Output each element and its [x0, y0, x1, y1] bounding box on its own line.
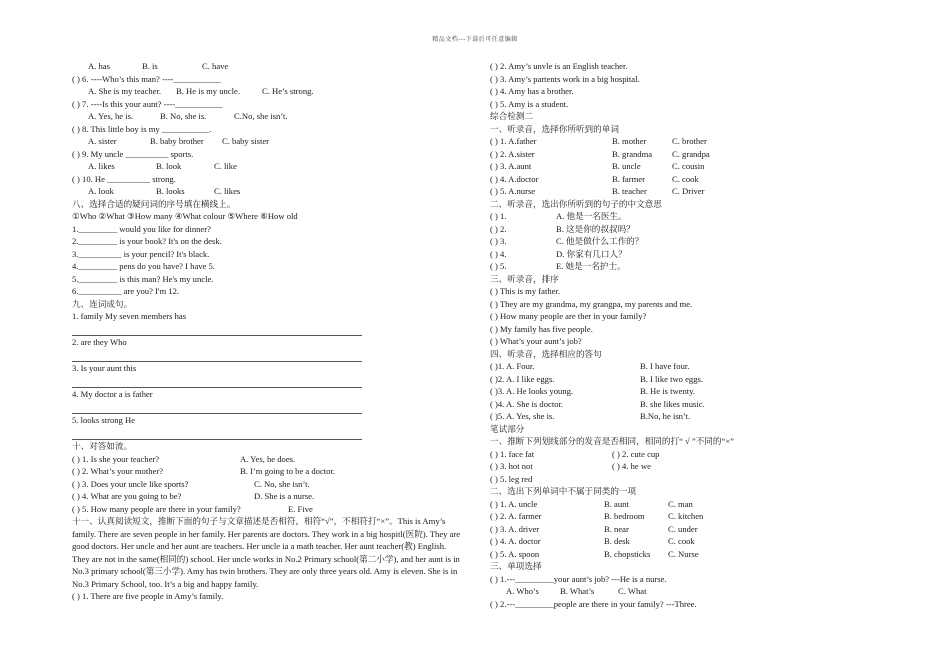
- option: C. 他是做什么工作的？: [556, 236, 644, 246]
- match-answer: E. Five: [288, 503, 313, 514]
- written-1-item: [490, 460, 890, 473]
- q9-options: [72, 160, 462, 173]
- written-2-item: [490, 523, 890, 536]
- match-row: [72, 490, 462, 503]
- option: B. grandma: [612, 148, 653, 159]
- q5-options: [72, 60, 462, 73]
- written-1-title: 一、推断下列划线部分的发音是否相同，相同的打“ √ ”不同的“×”: [490, 436, 734, 446]
- written-3-title: 三、单项选择: [490, 561, 542, 571]
- test-2-title: 综合检测二: [490, 111, 533, 121]
- item-stem: ( ) 4. he we: [612, 461, 651, 471]
- option: A. Who’s: [506, 586, 539, 596]
- section-9-item: 2. are they Who: [72, 337, 127, 347]
- listening-3-item: ( ) My family has five people.: [490, 323, 593, 334]
- option: B. He is my uncle.: [176, 86, 240, 96]
- answer-line[interactable]: [72, 349, 362, 363]
- listening-1-item: [490, 185, 890, 198]
- section-9-item: 3. Is your aunt this: [72, 363, 137, 373]
- option: C. under: [668, 523, 698, 534]
- written-3-question-2: ( ) 2.---_________people are there in your family? ---Three.: [490, 598, 697, 609]
- listening-1-item: [490, 135, 890, 148]
- listening-2-item: [490, 223, 890, 236]
- section-8-item: 3.__________ is your pencil? It's black.: [72, 248, 210, 259]
- item-stem: ( ) 5. A. spoon: [490, 548, 540, 559]
- match-row: [72, 453, 462, 466]
- reading-question: ( ) 4. Amy has a brother.: [490, 86, 574, 96]
- reading-question: ( ) 3. Amy’s partents work in a big hospital.: [490, 73, 640, 84]
- written-3-question-1: ( ) 1.---_________your aunt’s job? ---He is a nurse.: [490, 573, 667, 584]
- option: B. No, she is.: [160, 111, 207, 121]
- option: B. desk: [604, 536, 630, 546]
- item-stem: ( ) 3.: [490, 236, 507, 246]
- listening-3-item: ( ) This is my father.: [490, 286, 561, 296]
- match-row: [72, 478, 462, 491]
- q6-options: [72, 85, 462, 98]
- option: A. sister: [88, 136, 117, 146]
- question-8: ( ) 8. This little boy is my ___________.: [72, 123, 212, 134]
- option: C. cook: [672, 173, 699, 184]
- listening-4-item: [490, 373, 890, 386]
- option: B. is: [142, 61, 158, 71]
- written-2-item: [490, 510, 890, 523]
- listening-1-title: 一、听录音，选择你所听到的单词: [490, 123, 619, 134]
- listening-1-item: [490, 173, 890, 186]
- option: B. What’s: [560, 586, 595, 596]
- section-8-item: 5._________ is this man? He's my uncle.: [72, 273, 214, 284]
- written-3-q1-options: [490, 585, 890, 598]
- option: E. 她是一名护士。: [556, 261, 626, 271]
- item-stem: ( )3. A. He looks young.: [490, 386, 574, 396]
- option: B. mother: [612, 136, 647, 146]
- option: B. baby brother: [150, 136, 204, 146]
- question-9: ( ) 9. My uncle __________ sports.: [72, 148, 194, 159]
- question-10: ( ) 10. He __________ strong.: [72, 173, 176, 184]
- item-stem: ( ) 4. A.doctor: [490, 173, 539, 184]
- item-stem: ( ) 2.: [490, 223, 507, 234]
- reading-question: ( ) 2. Amy’s unvle is an English teacher.: [490, 61, 628, 71]
- listening-1-item: [490, 160, 890, 173]
- option: A. look: [88, 186, 114, 196]
- option: B. He is twenty.: [640, 386, 696, 396]
- listening-4-item: [490, 385, 890, 398]
- listening-1-item: [490, 148, 890, 161]
- left-column: [72, 60, 462, 603]
- item-stem: ( ) 3. A.aunt: [490, 161, 532, 171]
- match-answer: B. I’m going to be a doctor.: [240, 466, 335, 476]
- written-1-item: [490, 448, 890, 461]
- written-2-item: [490, 535, 890, 548]
- option: B. near: [604, 523, 629, 534]
- option: C. cousin: [672, 161, 705, 171]
- listening-4-item: [490, 360, 890, 373]
- section-9-item: 4. My doctor a is father: [72, 389, 153, 399]
- listening-3-item: ( ) They are my grandma, my grangpa, my parents and me.: [490, 298, 693, 309]
- option: B. 这是你的叔叔吗？: [556, 223, 635, 234]
- match-answer: D. She is a nurse.: [254, 491, 315, 501]
- match-row: [72, 465, 462, 478]
- option: A. She is my teacher.: [88, 86, 162, 96]
- right-column: [490, 60, 890, 610]
- section-8-item: 6.__________ are you? I'm 12.: [72, 286, 180, 296]
- option: C. What: [618, 586, 647, 596]
- item-stem: ( )2. A. I like eggs.: [490, 373, 555, 384]
- option: C. like: [214, 161, 237, 171]
- section-9-item: 1. family My seven members has: [72, 311, 187, 321]
- listening-2-item: [490, 235, 890, 248]
- option: B. farmer: [612, 173, 645, 184]
- option: B. chopsticks: [604, 548, 651, 559]
- section-8-title: 八、选择合适的疑问词的序号填在横线上。: [72, 198, 236, 209]
- item-stem: ( ) 5.: [490, 261, 507, 271]
- q8-options: [72, 135, 462, 148]
- match-question: ( ) 5. How many people are there in your family?: [72, 503, 241, 514]
- option: A. likes: [88, 161, 115, 171]
- option: B. bedroom: [604, 511, 645, 521]
- listening-4-item: [490, 410, 890, 423]
- listening-4-title: 四、听录音，选择相应的答句: [490, 348, 602, 359]
- written-2-title: 二、选出下列单词中不属于同类的一项: [490, 486, 637, 496]
- listening-3-title: 三、听录音，排序: [490, 273, 559, 284]
- option: C. Driver: [672, 186, 705, 196]
- option: B. aunt: [604, 498, 629, 509]
- answer-line[interactable]: [72, 427, 362, 441]
- option: C.No, she isn’t.: [234, 111, 288, 121]
- item-stem: ( ) 1. face fat: [490, 448, 535, 459]
- option: C. man: [668, 498, 693, 509]
- option: B. looks: [156, 186, 185, 196]
- written-2-item: [490, 548, 890, 561]
- item-stem: ( ) 4.: [490, 248, 507, 259]
- item-stem: ( ) 1. A. uncle: [490, 498, 538, 509]
- item-stem: ( ) 3. hot not: [490, 461, 533, 471]
- written-2-item: [490, 498, 890, 511]
- answer-line[interactable]: [72, 375, 362, 389]
- section-8-item: 2._________ is your book? It's on the desk.: [72, 236, 222, 246]
- option: B.No, he isn’t.: [640, 411, 691, 421]
- listening-3-item: ( ) How many people are ther in your family?: [490, 311, 647, 321]
- question-7: ( ) 7. ----Is this your aunt? ----___________: [72, 98, 223, 109]
- match-answer: A. Yes, he does.: [240, 453, 296, 464]
- item-stem: ( )5. A. Yes, she is.: [490, 411, 555, 421]
- option: D. 你家有几口人？: [556, 248, 627, 259]
- item-stem: ( ) 2. A. farmer: [490, 511, 542, 521]
- match-question: ( ) 3. Does your uncle like sports?: [72, 478, 189, 489]
- option: C. He’s strong.: [262, 86, 314, 96]
- question-6: ( ) 6. ----Who’s this man? ----___________: [72, 73, 221, 84]
- option: C. brother: [672, 136, 707, 146]
- answer-line[interactable]: [72, 401, 362, 415]
- item-stem: ( ) 1. A.father: [490, 136, 537, 146]
- item-stem: ( )1. A. Four.: [490, 361, 535, 371]
- section-8-item: 1._________ would you like for dinner?: [72, 223, 211, 234]
- listening-2-item: [490, 248, 890, 261]
- answer-line[interactable]: [72, 323, 362, 337]
- listening-4-item: [490, 398, 890, 411]
- item-stem: ( ) 5. A.nurse: [490, 186, 536, 196]
- option: B. I like two eggs.: [640, 373, 704, 384]
- option: A. Yes, he is.: [88, 111, 134, 121]
- option: B. I have four.: [640, 361, 690, 371]
- section-10-title: 十、对答如流。: [72, 441, 133, 451]
- q7-options: [72, 110, 462, 123]
- q10-options: [72, 185, 462, 198]
- option: B. uncle: [612, 161, 641, 171]
- item-stem: ( ) 4. A. doctor: [490, 536, 541, 546]
- listening-2-title: 二、听录音，选出你所听到的句子的中文意思: [490, 198, 662, 209]
- reading-passage: 十一、认真阅读短文，推断下面的句子与文章描述是否相符，相符“√”，不相符打“×”。This is Amy’s family. There are seven people in her family. Her parents are doctors. They work in a big hospitl(医院). They are good doctors. Her uncle and her aunt are teachers. Her uncle ia a math teacher. Her aunt teacher(教) English. They are not in the same(相同的) school. Her uncle works in No.2 Primary school(第二小学), and her aunt is in No.3 primary school(第三小学). Amy has twin brothers. They are only three years old. Amy is eleven. She is in No.3 Primary School, too. It’s a big and happy family.: [72, 516, 461, 589]
- item-stem: ( ) 5. leg red: [490, 473, 533, 484]
- section-8-item: 4._________ pens do you have? I have 5.: [72, 261, 215, 271]
- option: B. she likes music.: [640, 398, 705, 409]
- section-9-title: 九、连词成句。: [72, 298, 133, 309]
- listening-2-item: [490, 210, 890, 223]
- listening-2-item: [490, 260, 890, 273]
- option: C. kitchen: [668, 511, 704, 521]
- option: C. have: [202, 61, 229, 71]
- reading-question-1: ( ) 1. There are five people in Amy’s family.: [72, 591, 224, 601]
- option: C. likes: [214, 186, 241, 196]
- match-question: ( ) 4. What are you going to be?: [72, 491, 182, 501]
- section-8-word-bank: ①Who ②What ③How many ④What colour ⑤Where ⑥How old: [72, 211, 298, 221]
- option: C. baby sister: [222, 136, 270, 146]
- written-part-title: 笔试部分: [490, 423, 525, 434]
- option: A. has: [88, 61, 110, 71]
- item-stem: ( ) 3. A. driver: [490, 523, 540, 534]
- item-stem: ( ) 1.: [490, 211, 507, 221]
- option: B. look: [156, 161, 182, 171]
- option: C. Nurse: [668, 548, 699, 559]
- option: B. teacher: [612, 186, 647, 196]
- section-9-item: 5. looks strong He: [72, 415, 136, 425]
- page-header: 精品文档---下载后可任意编辑: [432, 37, 518, 43]
- written-1-item: [490, 473, 890, 486]
- match-question: ( ) 1. Is she your teacher?: [72, 453, 160, 464]
- option: A. 他是一名医生。: [556, 211, 627, 221]
- reading-question: ( ) 5. Amy is a student.: [490, 98, 569, 109]
- match-row: [72, 503, 462, 516]
- option: C. grandpa: [672, 148, 710, 159]
- match-answer: C. No, she isn’t.: [254, 478, 310, 489]
- item-stem: ( ) 2. cute cup: [612, 448, 660, 459]
- option: C. cook: [668, 536, 695, 546]
- listening-3-item: ( ) What’s your aunt’s job?: [490, 336, 582, 346]
- item-stem: ( ) 2. A.sister: [490, 148, 535, 159]
- item-stem: ( )4. A. She is doctor.: [490, 398, 564, 409]
- match-question: ( ) 2. What’s your mother?: [72, 466, 164, 476]
